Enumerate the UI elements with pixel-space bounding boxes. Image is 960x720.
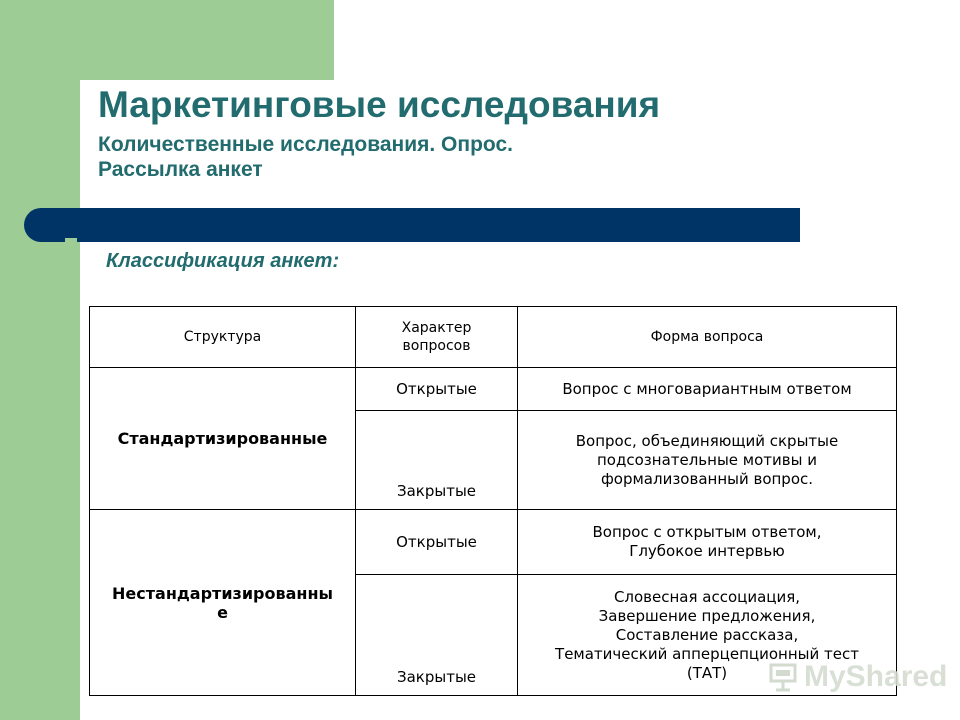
projector-screen-icon [768, 662, 798, 692]
question-type-cell: Открытые [356, 368, 518, 411]
title-block [98, 84, 858, 182]
header-question-nature: Характер вопросов [356, 307, 518, 368]
bar-notch-decoration [65, 238, 77, 244]
table-header-row [90, 307, 897, 368]
slide-subtitle-line-2: Рассылка анкет [98, 158, 263, 181]
question-form-cell: Словесная ассоциация, Завершение предложения, Составление рассказа, Тематический апперцепционный тест (ТАТ) [518, 575, 897, 696]
header-question-form: Форма вопроса [518, 307, 897, 368]
header-structure: Структура [90, 307, 356, 368]
section-heading: Классификация анкет: [106, 250, 340, 272]
question-form-cell: Вопрос, объединяющий скрытые подсознательные мотивы и формализованный вопрос. [518, 411, 897, 510]
question-form-cell: Вопрос с многовариантным ответом [518, 368, 897, 411]
question-form-cell: Вопрос с открытым ответом, Глубокое интервью [518, 510, 897, 575]
table-row [90, 510, 897, 575]
top-green-block [80, 0, 334, 80]
structure-nonstandardized: Нестандартизированны е [90, 510, 356, 696]
left-green-band [0, 0, 80, 720]
questionnaire-classification-table [89, 306, 897, 696]
structure-standardized: Стандартизированные [90, 368, 356, 510]
table-row [90, 368, 897, 411]
slide-subtitle-line-1: Количественные исследования. Опрос. [98, 133, 513, 156]
navy-divider-bar [24, 208, 800, 242]
slide-title: Маркетинговые исследования [98, 84, 661, 125]
watermark [768, 660, 947, 694]
question-type-cell: Закрытые [356, 575, 518, 696]
question-type-cell: Закрытые [356, 411, 518, 510]
watermark-text: MyShared [804, 660, 948, 693]
question-type-cell: Открытые [356, 510, 518, 575]
